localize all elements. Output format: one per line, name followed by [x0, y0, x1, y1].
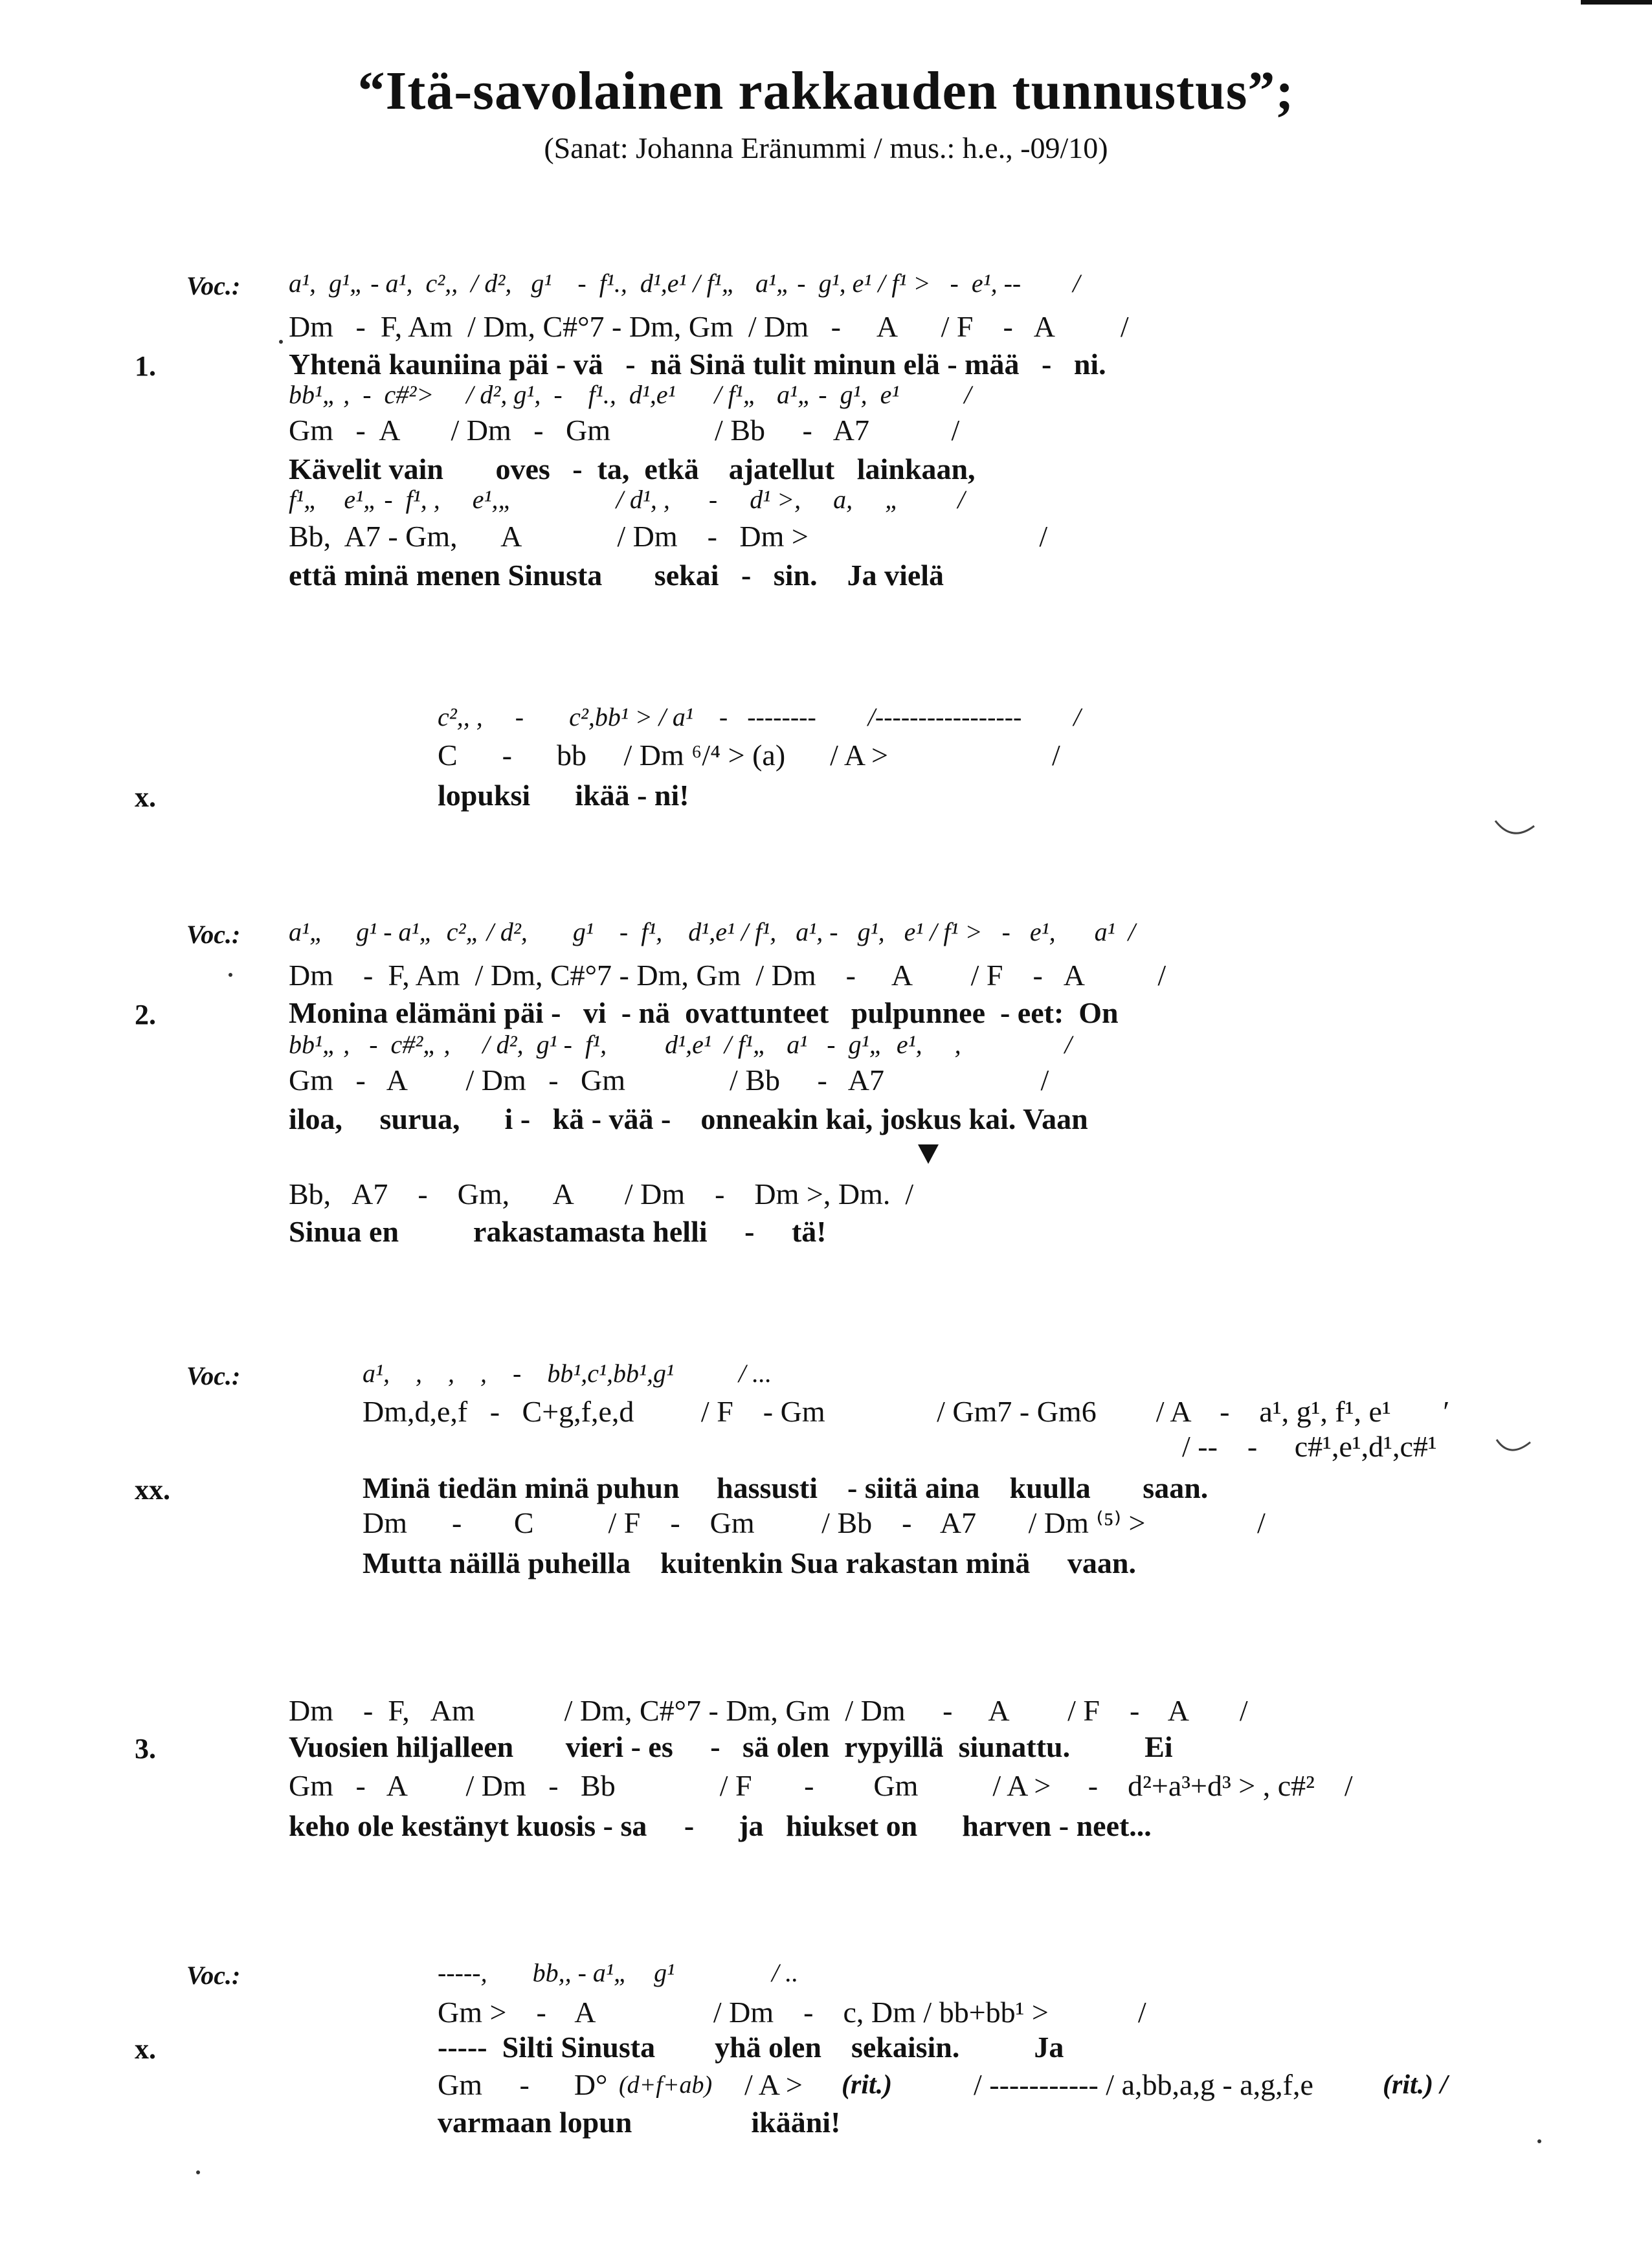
notes-line: c²,, , - c²,bb¹ > / a¹ - -------- /----------------- /	[438, 702, 1081, 731]
notes-line: bb¹„ , - c#²> / d², g¹, - f¹., d¹,e¹ / f¹„ a¹„ - g¹, e¹ /	[289, 380, 972, 409]
lyrics-line: Monina elämäni päi - vi - nä ovattunteet pulpunnee - eet: On	[289, 996, 1119, 1029]
notes-line: f¹„ e¹„ - f¹, , e¹,„ / d¹, , - d¹ >, a, „ /	[289, 485, 965, 514]
pencil-mark	[1493, 817, 1538, 843]
chords-line: / ----------- / a,bb,a,g - a,g,f,e	[974, 2068, 1313, 2101]
chords-line: Gm - A / Dm - Gm / Bb - A7 /	[289, 414, 960, 447]
notes-line: a¹„ g¹ - a¹„ c²„ / d², g¹ - f¹, d¹,e¹ / f¹, a¹, - g¹, e¹ / f¹ > - e¹, a¹ /	[289, 917, 1135, 946]
bridge-label-xx: xx.	[135, 1474, 170, 1506]
lyrics-line: Mutta näillä puheilla kuitenkin Sua rakastan minä vaan.	[363, 1546, 1137, 1579]
chords-line: Gm > - A / Dm - c, Dm / bb+bb¹ > /	[438, 1996, 1146, 2029]
verse-label-2: 2.	[135, 999, 156, 1031]
dot-mark	[277, 338, 285, 346]
lyrics-line: lopuksi ikää - ni!	[438, 779, 689, 812]
lyrics-line: Kävelit vain oves - ta, etkä ajatellut lainkaan,	[289, 452, 976, 485]
lyrics-line: ----- Silti Sinusta yhä olen sekaisin. Ja	[438, 2031, 1064, 2064]
lyrics-line: Minä tiedän minä puhun hassusti - siitä aina kuulla saan.	[363, 1471, 1209, 1504]
song-credits: (Sanat: Johanna Eränummi / mus.: h.e., -09/10)	[544, 131, 1108, 164]
chords-line: Bb, A7 - Gm, A / Dm - Dm >, Dm. /	[289, 1177, 914, 1210]
chords-line: Dm,d,e,f - C+g,f,e,d / F - Gm / Gm7 - Gm6 / A - a¹, g¹, f¹, e¹ ′	[363, 1395, 1450, 1428]
notes-line: bb¹„ , - c#²„ , / d², g¹ - f¹, d¹,e¹ / f¹„ a¹ - g¹„ e¹, , /	[289, 1030, 1072, 1059]
ritardando-mark: (rit.) /	[1383, 2070, 1448, 2100]
ending-label-x: x.	[135, 2033, 156, 2065]
notes-line: -----, bb,, - a¹„ g¹ / ..	[438, 1958, 799, 1987]
lyrics-line: keho ole kestänyt kuosis - sa - ja hiukset on harven - neet...	[289, 1809, 1152, 1842]
verse-label-3: 3.	[135, 1733, 156, 1765]
chord-detail: (d+f+ab)	[619, 2071, 713, 2099]
notes-line: a¹, , , , - bb¹,c¹,bb¹,g¹ / ...	[363, 1359, 772, 1388]
song-title: “Itä-savolainen rakkauden tunnustus”;	[357, 61, 1295, 121]
chords-line: Dm - F, Am / Dm, C#°7 - Dm, Gm / Dm - A / F - A /	[289, 1694, 1248, 1727]
lyrics-line: Vuosien hiljalleen vieri - es - sä olen rypyillä siunattu. Ei	[289, 1730, 1173, 1763]
notes-line: a¹, g¹„ - a¹, c²,, / d², g¹ - f¹., d¹,e¹ / f¹„ a¹„ - g¹, e¹ / f¹ > - e¹, -- /	[289, 269, 1080, 298]
voc-label-4: Voc.:	[186, 1961, 241, 1990]
chords-line: Gm - D°	[438, 2068, 608, 2101]
ritardando-mark: (rit.)	[842, 2070, 893, 2100]
chords-line: C - bb / Dm ⁶/⁴ > (a) / A > /	[438, 739, 1060, 772]
chords-line: Bb, A7 - Gm, A / Dm - Dm > /	[289, 520, 1048, 553]
refrain-label-x: x.	[135, 781, 156, 813]
dot-mark	[194, 2168, 202, 2176]
chords-line: Dm - C / F - Gm / Bb - A7 / Dm ⁽⁵⁾ > /	[363, 1506, 1266, 1539]
chords-line: / -- - c#¹,e¹,d¹,c#¹	[1182, 1430, 1437, 1463]
lyrics-line: iloa, surua, i - kä - vää - onneakin kai, joskus kai. Vaan	[289, 1102, 1088, 1135]
pencil-mark	[1494, 1436, 1533, 1464]
chords-line: / A >	[744, 2068, 803, 2101]
down-arrow-icon	[918, 1144, 939, 1164]
page-edge-mark	[1581, 0, 1652, 16]
lyrics-line: Yhtenä kauniina päi - vä - nä Sinä tulit minun elä - mää - ni.	[289, 348, 1106, 381]
chords-line: Gm - A / Dm - Gm / Bb - A7 /	[289, 1064, 1049, 1097]
lyrics-line: varmaan lopun ikääni!	[438, 2106, 841, 2139]
lyrics-line: että minä menen Sinusta sekai - sin. Ja vielä	[289, 559, 944, 592]
dot-mark	[1535, 2136, 1543, 2146]
chords-line: Dm - F, Am / Dm, C#°7 - Dm, Gm / Dm - A / F - A /	[289, 959, 1166, 992]
voc-label-2: Voc.:	[186, 920, 241, 949]
voc-label-3: Voc.:	[186, 1361, 241, 1390]
voc-label-1: Voc.:	[186, 271, 241, 300]
chords-line: Dm - F, Am / Dm, C#°7 - Dm, Gm / Dm - A / F - A /	[289, 310, 1129, 343]
lyrics-line: Sinua en rakastamasta helli - tä!	[289, 1215, 827, 1248]
verse-label-1: 1.	[135, 350, 156, 382]
chords-line: Gm - A / Dm - Bb / F - Gm / A > - d²+a³+d³ > , c#² /	[289, 1769, 1353, 1802]
dot-mark	[227, 971, 234, 979]
